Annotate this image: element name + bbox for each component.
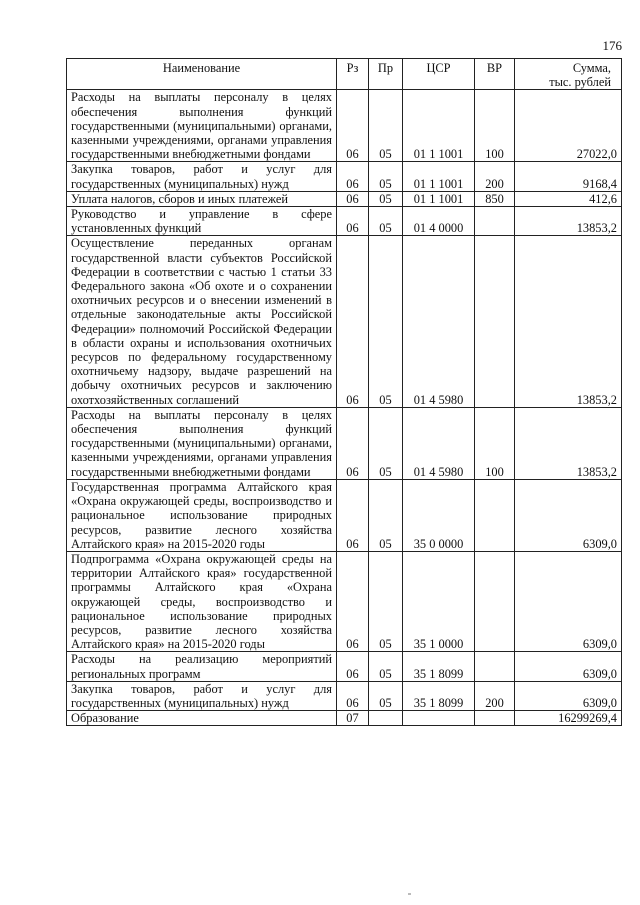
row-name: Закупка товаров, работ и услуг для государственных (муниципальных) нужд	[67, 681, 337, 710]
table-row	[67, 407, 622, 479]
row-sum: 6309,0	[515, 652, 622, 681]
table-row	[67, 479, 622, 551]
row-csr: 01 4 5980	[403, 407, 475, 479]
table-row	[67, 191, 622, 206]
row-csr: 01 4 0000	[403, 207, 475, 236]
row-sum: 412,6	[515, 191, 622, 206]
row-vr: 100	[475, 407, 515, 479]
row-sum: 27022,0	[515, 90, 622, 162]
row-csr: 01 1 1001	[403, 162, 475, 191]
table-header-row	[67, 59, 622, 90]
row-rz: 06	[337, 652, 369, 681]
row-pr	[369, 711, 403, 726]
header-sum	[515, 59, 622, 90]
row-pr: 05	[369, 407, 403, 479]
row-rz: 07	[337, 711, 369, 726]
header-rz: Рз	[337, 59, 369, 90]
row-pr: 05	[369, 236, 403, 407]
row-vr	[475, 207, 515, 236]
row-rz: 06	[337, 236, 369, 407]
row-csr: 35 1 8099	[403, 681, 475, 710]
table-row	[67, 681, 622, 710]
row-pr: 05	[369, 162, 403, 191]
table-row	[67, 652, 622, 681]
header-sum-line1: Сумма,	[572, 61, 611, 75]
row-pr: 05	[369, 90, 403, 162]
table-row	[67, 207, 622, 236]
row-csr: 01 1 1001	[403, 191, 475, 206]
row-name: Подпрограмма «Охрана окружающей среды на территории Алтайского края» государственной программы Алтайского края «Охрана окружающей среды, воспроизводство и рациональное использование природных ресурсов, развитие лесного хозяйства Алтайского края» на 2015-2020 годы	[67, 551, 337, 651]
row-name: Расходы на выплаты персоналу в целях обеспечения выполнения функций государственными (муниципальными) органами, казенными учреждениями, органами управления государственными внебюджетными фондами	[67, 407, 337, 479]
table-row	[67, 162, 622, 191]
row-name: Государственная программа Алтайского края «Охрана окружающей среды, воспроизводство и рациональное использование природных ресурсов, развитие лесного хозяйства Алтайского края» на 2015-2020 годы	[67, 479, 337, 551]
row-vr	[475, 236, 515, 407]
row-csr: 35 1 0000	[403, 551, 475, 651]
table-row	[67, 711, 622, 726]
row-pr: 05	[369, 551, 403, 651]
row-sum: 9168,4	[515, 162, 622, 191]
row-vr: 200	[475, 681, 515, 710]
row-csr	[403, 711, 475, 726]
row-vr	[475, 551, 515, 651]
table-row	[67, 551, 622, 651]
header-csr: ЦСР	[403, 59, 475, 90]
budget-table	[66, 58, 622, 726]
row-vr	[475, 652, 515, 681]
row-rz: 06	[337, 681, 369, 710]
table-row	[67, 90, 622, 162]
row-sum: 6309,0	[515, 551, 622, 651]
row-csr: 35 0 0000	[403, 479, 475, 551]
row-sum: 6309,0	[515, 681, 622, 710]
row-rz: 06	[337, 162, 369, 191]
header-name: Наименование	[67, 59, 337, 90]
header-pr: Пр	[369, 59, 403, 90]
row-pr: 05	[369, 681, 403, 710]
row-name: Расходы на реализацию мероприятий региональных программ	[67, 652, 337, 681]
row-rz: 06	[337, 90, 369, 162]
row-rz: 06	[337, 207, 369, 236]
row-csr: 01 1 1001	[403, 90, 475, 162]
row-name: Осуществление переданных органам государственной власти субъектов Российской Федерации в соответствии с частью 1 статьи 33 Федерального закона «Об охоте и о сохранении охотничьих ресурсов и о внесении изменений в отдельные законодательные акты Российской Федерации» полномочий Российской Федерации в области охраны и использования охотничьих ресурсов по федеральному государственному охотничьему надзору, выдаче разрешений на добычу охотничьих ресурсов и заключению охотхозяйственных соглашений	[67, 236, 337, 407]
row-rz: 06	[337, 551, 369, 651]
row-csr: 35 1 8099	[403, 652, 475, 681]
row-sum: 6309,0	[515, 479, 622, 551]
row-pr: 05	[369, 479, 403, 551]
row-vr	[475, 711, 515, 726]
row-sum: 13853,2	[515, 207, 622, 236]
row-rz: 06	[337, 407, 369, 479]
row-csr: 01 4 5980	[403, 236, 475, 407]
row-rz: 06	[337, 191, 369, 206]
header-sum-line2: тыс. рублей	[549, 75, 611, 90]
row-vr	[475, 479, 515, 551]
page-number: 176	[602, 38, 622, 53]
row-vr: 850	[475, 191, 515, 206]
row-name: Руководство и управление в сфере установленных функций	[67, 207, 337, 236]
row-name: Уплата налогов, сборов и иных платежей	[67, 191, 337, 206]
row-name: Закупка товаров, работ и услуг для государственных (муниципальных) нужд	[67, 162, 337, 191]
row-pr: 05	[369, 652, 403, 681]
row-pr: 05	[369, 207, 403, 236]
row-pr: 05	[369, 191, 403, 206]
table-row	[67, 236, 622, 407]
header-vr: ВР	[475, 59, 515, 90]
row-sum: 13853,2	[515, 407, 622, 479]
row-vr: 200	[475, 162, 515, 191]
row-name: Расходы на выплаты персоналу в целях обеспечения выполнения функций государственными (муниципальными) органами, казенными учреждениями, органами управления государственными внебюджетными фондами	[67, 90, 337, 162]
row-rz: 06	[337, 479, 369, 551]
row-name: Образование	[67, 711, 337, 726]
row-sum: 13853,2	[515, 236, 622, 407]
row-vr: 100	[475, 90, 515, 162]
scan-speck	[408, 893, 411, 895]
row-sum: 16299269,4	[515, 711, 622, 726]
